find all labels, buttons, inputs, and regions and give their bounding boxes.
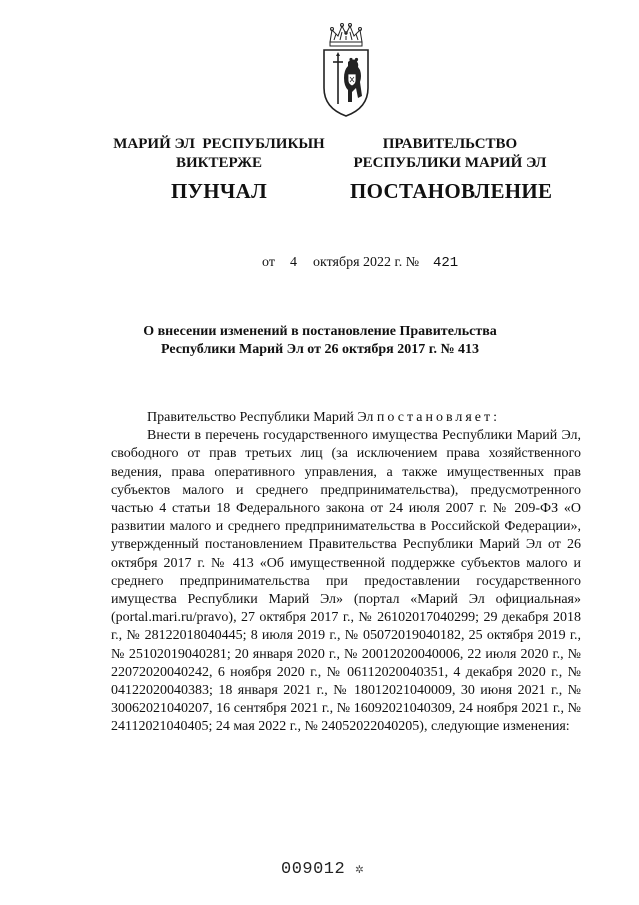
decree-body xyxy=(111,409,581,737)
decree-statement-prefix: Правительство Республики Марий Эл xyxy=(147,410,377,425)
document-serial xyxy=(281,860,364,879)
header-mari-line2: ВИКТЕРЖЕ xyxy=(175,155,263,171)
header-mari-block xyxy=(88,135,350,201)
decree-title-line2: Республики Марий Эл от 26 октября 2017 г. № 413 xyxy=(160,342,480,357)
asterisk-mark-icon: ✲ xyxy=(355,862,365,878)
header-mari-doctype: ПУНЧАЛ xyxy=(170,179,268,203)
decree-statement xyxy=(111,409,581,427)
header-mari-line1: МАРИЙ ЭЛ РЕСПУБЛИКЫН xyxy=(113,136,325,152)
coat-of-arms-icon xyxy=(318,22,374,118)
decree-title xyxy=(100,323,540,359)
decree-statement-suffix: : xyxy=(493,410,498,425)
header-russian-block xyxy=(350,135,553,203)
document-serial-number: 009012 xyxy=(281,860,346,879)
decree-paragraph: Внести в перечень государственного имущества Республики Марий Эл, свободного от прав третьих лиц (за исключением права хозяйственного ведения, права оперативного управления, а также имущественных прав субъектов малого и среднего предпринимательства), предусмотренного частью 4 статьи 18 Федерального закона от 24 июля 2007 г. № 209-ФЗ «О развитии малого и среднего предпринимательства в Российской Федерации», утвержденный постановлением Правительства Республики Марий Эл от 26 октября 2017 г. № 413 «Об имущественной поддержке субъектов малого и среднего предпринимательства при предоставлении государственного имущества Республики Марий Эл» (портал «Марий Эл официальная» (portal.mari.ru/pravo), 27 октября 2017 г., № 26102017040299; 29 декабря 2018 г., № 28122018040445; 8 июля 2019 г., № 05072019040182, 25 октября 2019 г., № 25102019040281; 20 января 2020 г., № 20012020040006, 22 июля 2020 г., № 22072020040242, 6 ноября 2020 г., № 06112020040351, 4 декабря 2020 г., № 04122020040383; 18 января 2021 г., № 18012021040009, 30 июня 2021 г., № 30062021040207, 16 сентября 2021 г., № 16092021040309, 24 ноября 2021 г., № 24112021040405; 24 мая 2022 г., № 24052022040205), следующие изменения: xyxy=(111,428,581,735)
header-russian-doctype: ПОСТАНОВЛЕНИЕ xyxy=(350,179,553,203)
decree-number: 421 xyxy=(433,255,459,271)
date-prefix: от xyxy=(262,255,275,270)
header-russian-line1: ПРАВИТЕЛЬСТВО xyxy=(382,136,518,152)
decree-title-line1: О внесении изменений в постановление Правительства xyxy=(143,324,497,339)
date-day: 4 xyxy=(290,255,297,270)
date-month-year: октября 2022 г. № xyxy=(313,255,420,270)
header-russian-line2: РЕСПУБЛИКИ МАРИЙ ЭЛ xyxy=(353,155,547,171)
decree-statement-word: постановляет xyxy=(376,410,494,425)
